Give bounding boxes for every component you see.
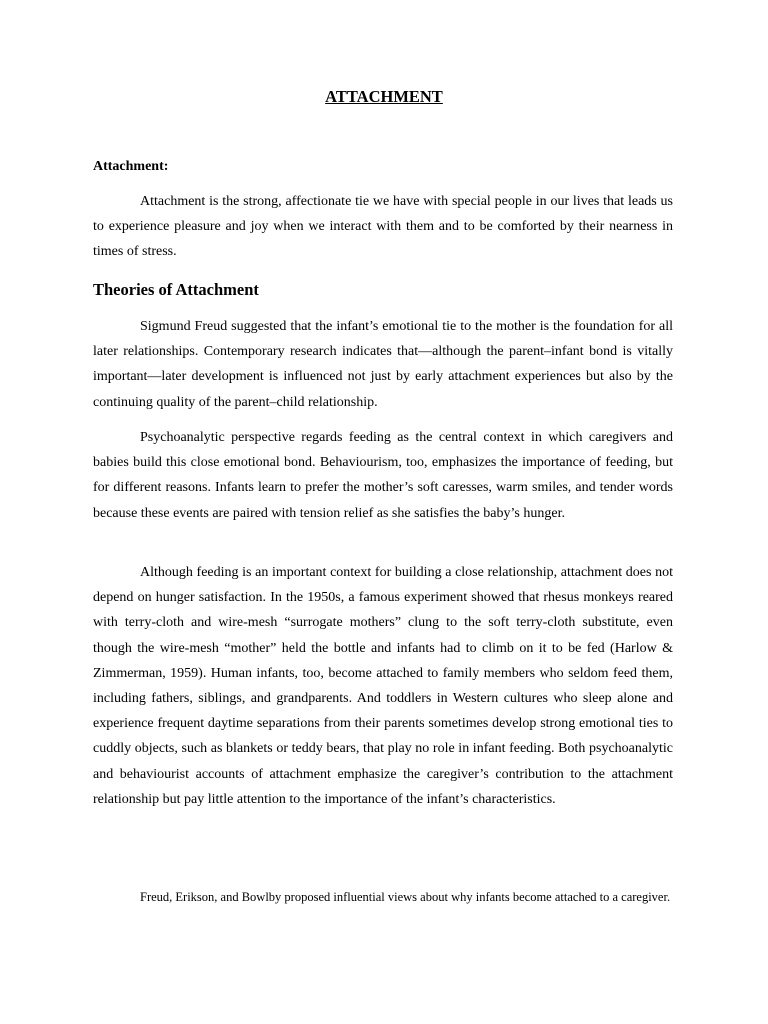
- paragraph-views: Freud, Erikson, and Bowlby proposed influential views about why infants become attached to a caregiver.: [140, 890, 671, 904]
- paragraph-definition: Attachment is the strong, affectionate tie we have with special people in our lives that leads us to experience pleasure and joy when we interact with them and to be comforted by their nearness in times of stress.: [93, 194, 673, 260]
- paragraph-feeding: Although feeding is an important context for building a close relationship, attachment does not depend on hunger satisfaction. In the 1950s, a famous experiment showed that rhesus monkeys reared with terry-cloth and wire-mesh “surrogate mothers” clung to the soft terry-cloth substitute, even though the wire-mesh “mother” held the bottle and infants had to climb on it to be fed (Harlow & Zimmerman, 1959). Human infants, too, become attached to family members who seldom feed them, including fathers, siblings, and grandparents. And toddlers in Western cultures who sleep alone and experience frequent daytime separations from their parents sometimes develop strong emotional ties to cuddly objects, such as blankets or teddy bears, that play no role in infant feeding. Both psychoanalytic and behaviourist accounts of attachment emphasize the caregiver’s contribution to the attachment relationship but pay little attention to the importance of the infant’s characteristics.: [93, 565, 673, 807]
- attachment-subheading: Attachment:: [93, 159, 169, 174]
- paragraph-psychoanalytic: Psychoanalytic perspective regards feeding as the central context in which caregivers and babies build this close emotional bond. Behaviourism, too, emphasizes the importance of feeding, but for different reasons. Infants learn to prefer the mother’s soft caresses, warm smiles, and tender words because these events are paired with tension relief as she satisfies the baby’s hunger.: [93, 430, 673, 521]
- paragraph-freud: Sigmund Freud suggested that the infant’s emotional tie to the mother is the foundation for all later relationships. Contemporary research indicates that—although the parent–infant bond is vitally important—later development is influenced not just by early attachment experiences but also by the continuing quality of the parent–child relationship.: [93, 319, 673, 410]
- document-title: ATTACHMENT: [325, 87, 443, 106]
- section-heading-theories: Theories of Attachment: [93, 280, 259, 299]
